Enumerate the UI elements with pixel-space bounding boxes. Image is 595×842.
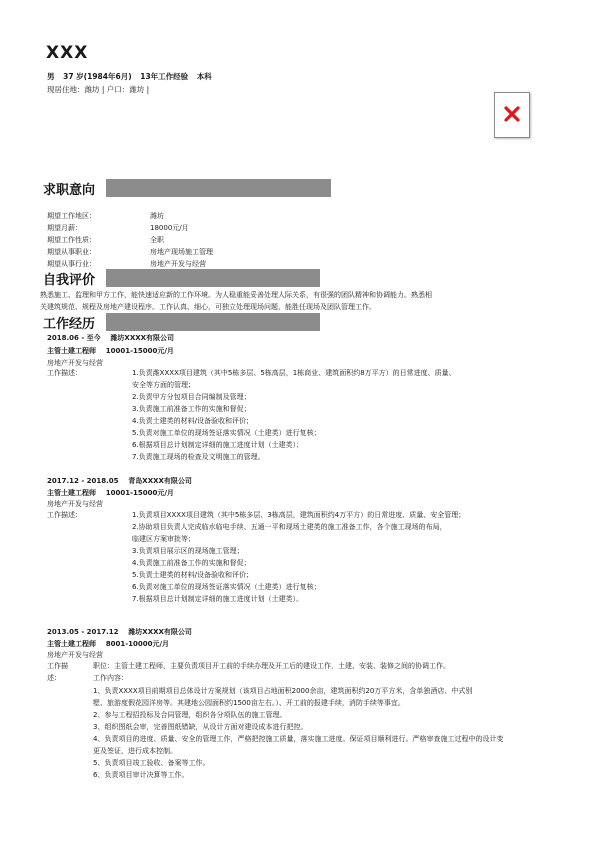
job-desc-line: 5.负责对施工单位的现场签证落实情况（土建类）进行复核；: [132, 429, 321, 437]
job-desc-line: 1、负责XXXX项目前期项目总体设计方案规划（该项目占地面积2000余亩，建筑面积约20万平方米，含单独酒店、中式别: [93, 687, 473, 695]
job-desc-line: 1.负责潍XXXX项目建筑（其中5栋多层、5栋高层，1栋商业、建筑面积约8万平方）的日常进度、质量、: [132, 369, 456, 377]
job-desc-label: 述：: [47, 674, 61, 682]
job-title: 主管土建工程师: [47, 640, 96, 648]
job-industry: 房地产开发与经营: [47, 359, 103, 367]
address-line: 现居住地：潍坊 | 户口：潍坊 |: [47, 85, 150, 94]
job-desc-line: 5、负责项目竣工验收、备案等工作。: [93, 759, 210, 767]
job-desc-line: 7.负责施工现场的检查及文明施工的管理。: [132, 453, 265, 461]
job-title: 主管土建工程师: [47, 489, 96, 497]
job-title-line: [47, 639, 169, 649]
job-desc-line: 临建区方案审批等；: [132, 535, 195, 543]
job-desc-line: 职位：主管土建工程师，主要负责项目开工前的手续办理及开工后的建设工作，土建、安装、装修之间的协调工作。: [93, 662, 450, 670]
section-title-work: 工作经历: [43, 317, 96, 332]
section-bar-self-eval: [106, 269, 320, 287]
experience: 13年工作经验: [140, 72, 189, 81]
gender: 男: [47, 72, 55, 81]
job-company: 潍坊XXXX有限公司: [110, 334, 175, 342]
job-title: 主管土建工程师: [47, 347, 96, 355]
job-company: 潍坊XXXX有限公司: [128, 628, 192, 636]
job-period: 2017.12 - 2018.05: [47, 477, 119, 485]
section-bar-work: [106, 313, 320, 331]
job-desc-line: 4.负责施工前准备工作的实施和督促；: [132, 559, 251, 567]
job-desc-line: 1.负责项目XXXX项目建筑（其中5栋多层、3栋高层，建筑面积约4万平方）的日常进度、质量、安全管理；: [132, 511, 466, 519]
job-salary: 10001-15000元/月: [105, 489, 174, 497]
job-salary: 8001-10000元/月: [105, 640, 170, 648]
broken-image-icon: [504, 106, 520, 122]
job-desc-label: 工作描述：: [47, 511, 82, 519]
job-desc-line: 更及签证，进行成本控制。: [93, 747, 177, 755]
job-desc-line: 3.负责施工前准备工作的实施和督促；: [132, 405, 251, 413]
job-header: [47, 476, 192, 486]
job-desc-line: 3、组织图纸会审，完善图纸错缺，从设计方面对建设成本进行把控。: [93, 723, 308, 731]
job-desc-line: 2.协助项目负责人完成临水临电手续、五通一平和现场土建类的施工准备工作，各个施工现场的布局，: [132, 523, 447, 531]
job-industry: 房地产开发与经营: [47, 651, 103, 659]
candidate-name: XXX: [46, 43, 89, 63]
job-desc-line: 墅、旅游度假花园洋房等。其建地公园面积约1500亩左右。）、开工前的报建手续，消防手续等事宜。: [93, 699, 405, 707]
job-period: 2018.06 - 至今: [47, 334, 101, 342]
job-desc-line: 安全等方面的管理；: [132, 381, 195, 389]
job-desc-line: 7.根据项目总计划制定详细的施工进度计划（土建类）。: [132, 595, 304, 603]
job-company: 青岛XXXX有限公司: [128, 477, 192, 485]
job-title-line: [47, 346, 174, 356]
job-desc-label: 工作描: [47, 662, 68, 670]
job-desc-line: 6、负责项目审计决算等工作。: [93, 771, 189, 779]
section-title-self-eval: 自我评价: [43, 273, 96, 288]
job-industry: 房地产开发与经营: [47, 500, 103, 508]
job-header: [47, 333, 174, 343]
job-desc-line: 2.负责甲方分包项目合同编制及管理；: [132, 393, 251, 401]
job-desc-line: 2、参与工程招投标及合同管理，组织各分项队伍的施工管理。: [93, 711, 287, 719]
job-desc-line: 工作内容：: [93, 674, 128, 682]
job-desc-label: 工作描述：: [47, 369, 82, 377]
age: 37 岁(1984年6月): [63, 72, 132, 81]
photo-placeholder: [494, 92, 530, 138]
education: 本科: [196, 72, 212, 81]
section-bar-intent: [106, 179, 331, 197]
self-eval-line: 熟悉施工、监理和甲方工作，能快速适应新的工作环境。为人稳重能妥善处理人际关系，有很强的团队精神和协调能力。熟悉相: [40, 291, 432, 299]
job-header: [47, 627, 192, 637]
job-title-line: [47, 488, 174, 498]
job-desc-line: 6.根据项目总计划制定详细的施工进度计划（土建类）；: [132, 441, 304, 449]
job-desc-line: 4、负责项目的进度、质量、安全的管理工作，严格把控施工质量，落实施工进度。保证项目顺利进行。严格审查施工过程中的设计变: [93, 735, 504, 743]
job-period: 2013.05 - 2017.12: [47, 628, 119, 636]
section-title-intent: 求职意向: [43, 183, 96, 198]
job-desc-line: 3.负责项目展示区的现场施工管理；: [132, 547, 244, 555]
job-desc-line: 4.负责土建类的材料/设备验收和评价；: [132, 417, 254, 425]
job-desc-line: 5.负责土建类的材料/设备验收和评价；: [132, 571, 254, 579]
job-salary: 10001-15000元/月: [105, 347, 174, 355]
candidate-meta: [47, 71, 218, 82]
job-desc-line: 6.负责对施工单位的现场签证落实情况（土建类）进行复核；: [132, 583, 321, 591]
self-eval-line: 关建筑规范、规程及房地产建设程序。工作认真、细心，可独立处理现场问题，能胜任现场及团队管理工作。: [40, 303, 376, 311]
